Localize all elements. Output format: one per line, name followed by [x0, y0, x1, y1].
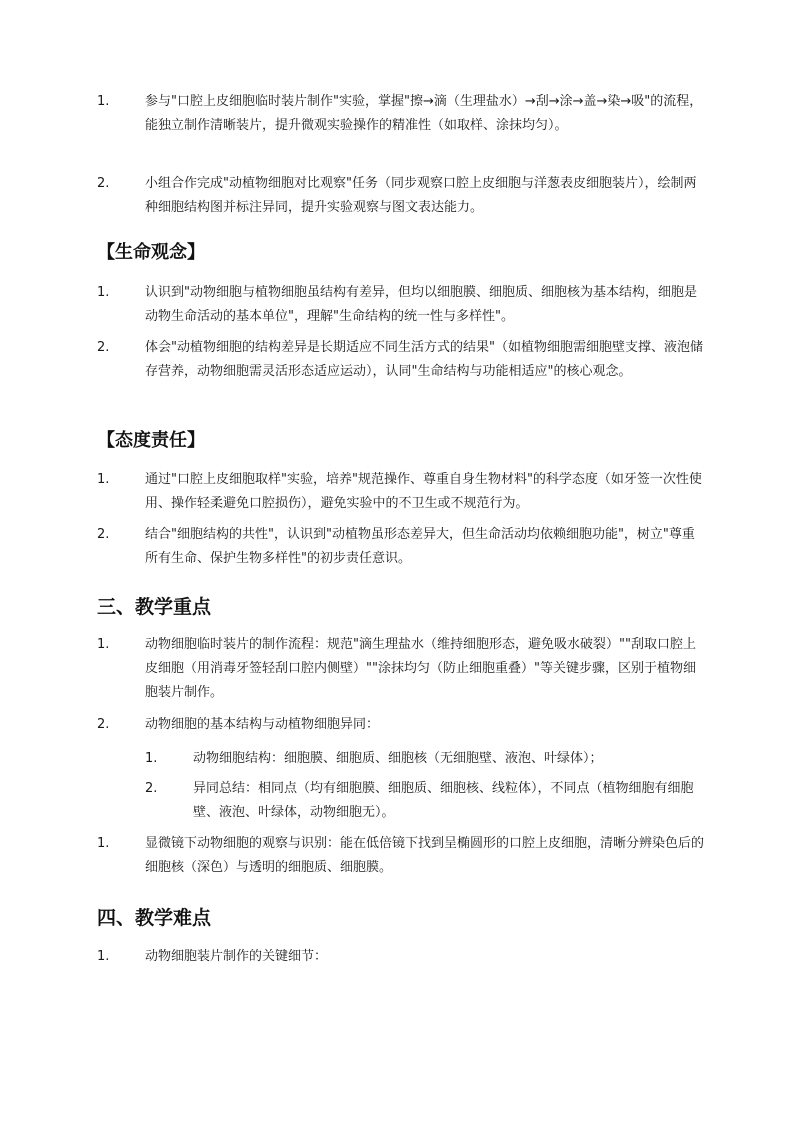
list-number: 2. [97, 176, 110, 191]
list-text: 认识到"动物细胞与植物细胞虽结构有差异，但均以细胞膜、细胞质、细胞核为基本结构，细胞是动物生命活动的基本单位"，理解"生命结构的统一性与多样性"。 [145, 285, 697, 324]
list-text: 结合"细胞结构的共性"，认识到"动植物虽形态差异大，但生命活动均依赖细胞功能"，树立"尊重所有生命、保护生物多样性"的初步责任意识。 [145, 527, 695, 566]
list-text: 动物细胞临时装片的制作流程：规范"滴生理盐水（维持细胞形态，避免吸水破裂）""刮取口腔上皮细胞（用消毒牙签轻刮口腔内侧壁）""涂抹均匀（防止细胞重叠）"等关键步骤，区别于植物细胞装片制作。 [145, 637, 696, 700]
list-number: 1. [97, 949, 110, 964]
list-text: 动物细胞的基本结构与动植物细胞异同： [145, 717, 380, 732]
list-number: 1. [97, 285, 110, 300]
subsection-heading: 【生命观念】 [97, 242, 205, 263]
list-number: 1. [97, 637, 110, 652]
list-text: 通过"口腔上皮细胞取样"实验，培养"规范操作、尊重自身生物材料"的科学态度（如牙签一次性使用、操作轻柔避免口腔损伤），避免实验中的不卫生或不规范行为。 [145, 472, 702, 511]
list-number: 1. [97, 836, 110, 851]
list-number: 1. [145, 751, 158, 766]
list-number: 1. [97, 472, 110, 487]
subsection-heading: 【态度责任】 [97, 430, 205, 451]
section-heading: 四、教学难点 [97, 907, 212, 929]
list-text: 动物细胞装片制作的关键细节： [145, 949, 328, 964]
section-heading: 三、教学重点 [97, 596, 212, 618]
list-text: 异同总结：相同点（均有细胞膜、细胞质、细胞核、线粒体），不同点（植物细胞有细胞壁、液泡、叶绿体，动物细胞无）。 [193, 781, 694, 820]
list-text: 动物细胞结构：细胞膜、细胞质、细胞核（无细胞壁、液泡、叶绿体）； [193, 751, 603, 766]
list-text: 小组合作完成"动植物细胞对比观察"任务（同步观察口腔上皮细胞与洋葱表皮细胞装片），绘制两种细胞结构图并标注异同，提升实验观察与图文表达能力。 [145, 176, 697, 215]
list-number: 2. [97, 527, 110, 542]
list-text: 参与"口腔上皮细胞临时装片制作"实验，掌握"擦→滴（生理盐水）→刮→涂→盖→染→吸"的流程，能独立制作清晰装片，提升微观实验操作的精准性（如取样、涂抹均匀）。 [145, 94, 703, 133]
list-text: 体会"动植物细胞的结构差异是长期适应不同生活方式的结果"（如植物细胞需细胞壁支撑、液泡储存营养，动物细胞需灵活形态适应运动），认同"生命结构与功能相适应"的核心观念。 [145, 340, 703, 379]
list-number: 1. [97, 94, 110, 109]
list-number: 2. [145, 781, 158, 796]
list-number: 2. [97, 340, 110, 355]
list-number: 2. [97, 717, 110, 732]
list-text: 显微镜下动物细胞的观察与识别：能在低倍镜下找到呈椭圆形的口腔上皮细胞，清晰分辨染色后的细胞核（深色）与透明的细胞质、细胞膜。 [145, 836, 705, 875]
